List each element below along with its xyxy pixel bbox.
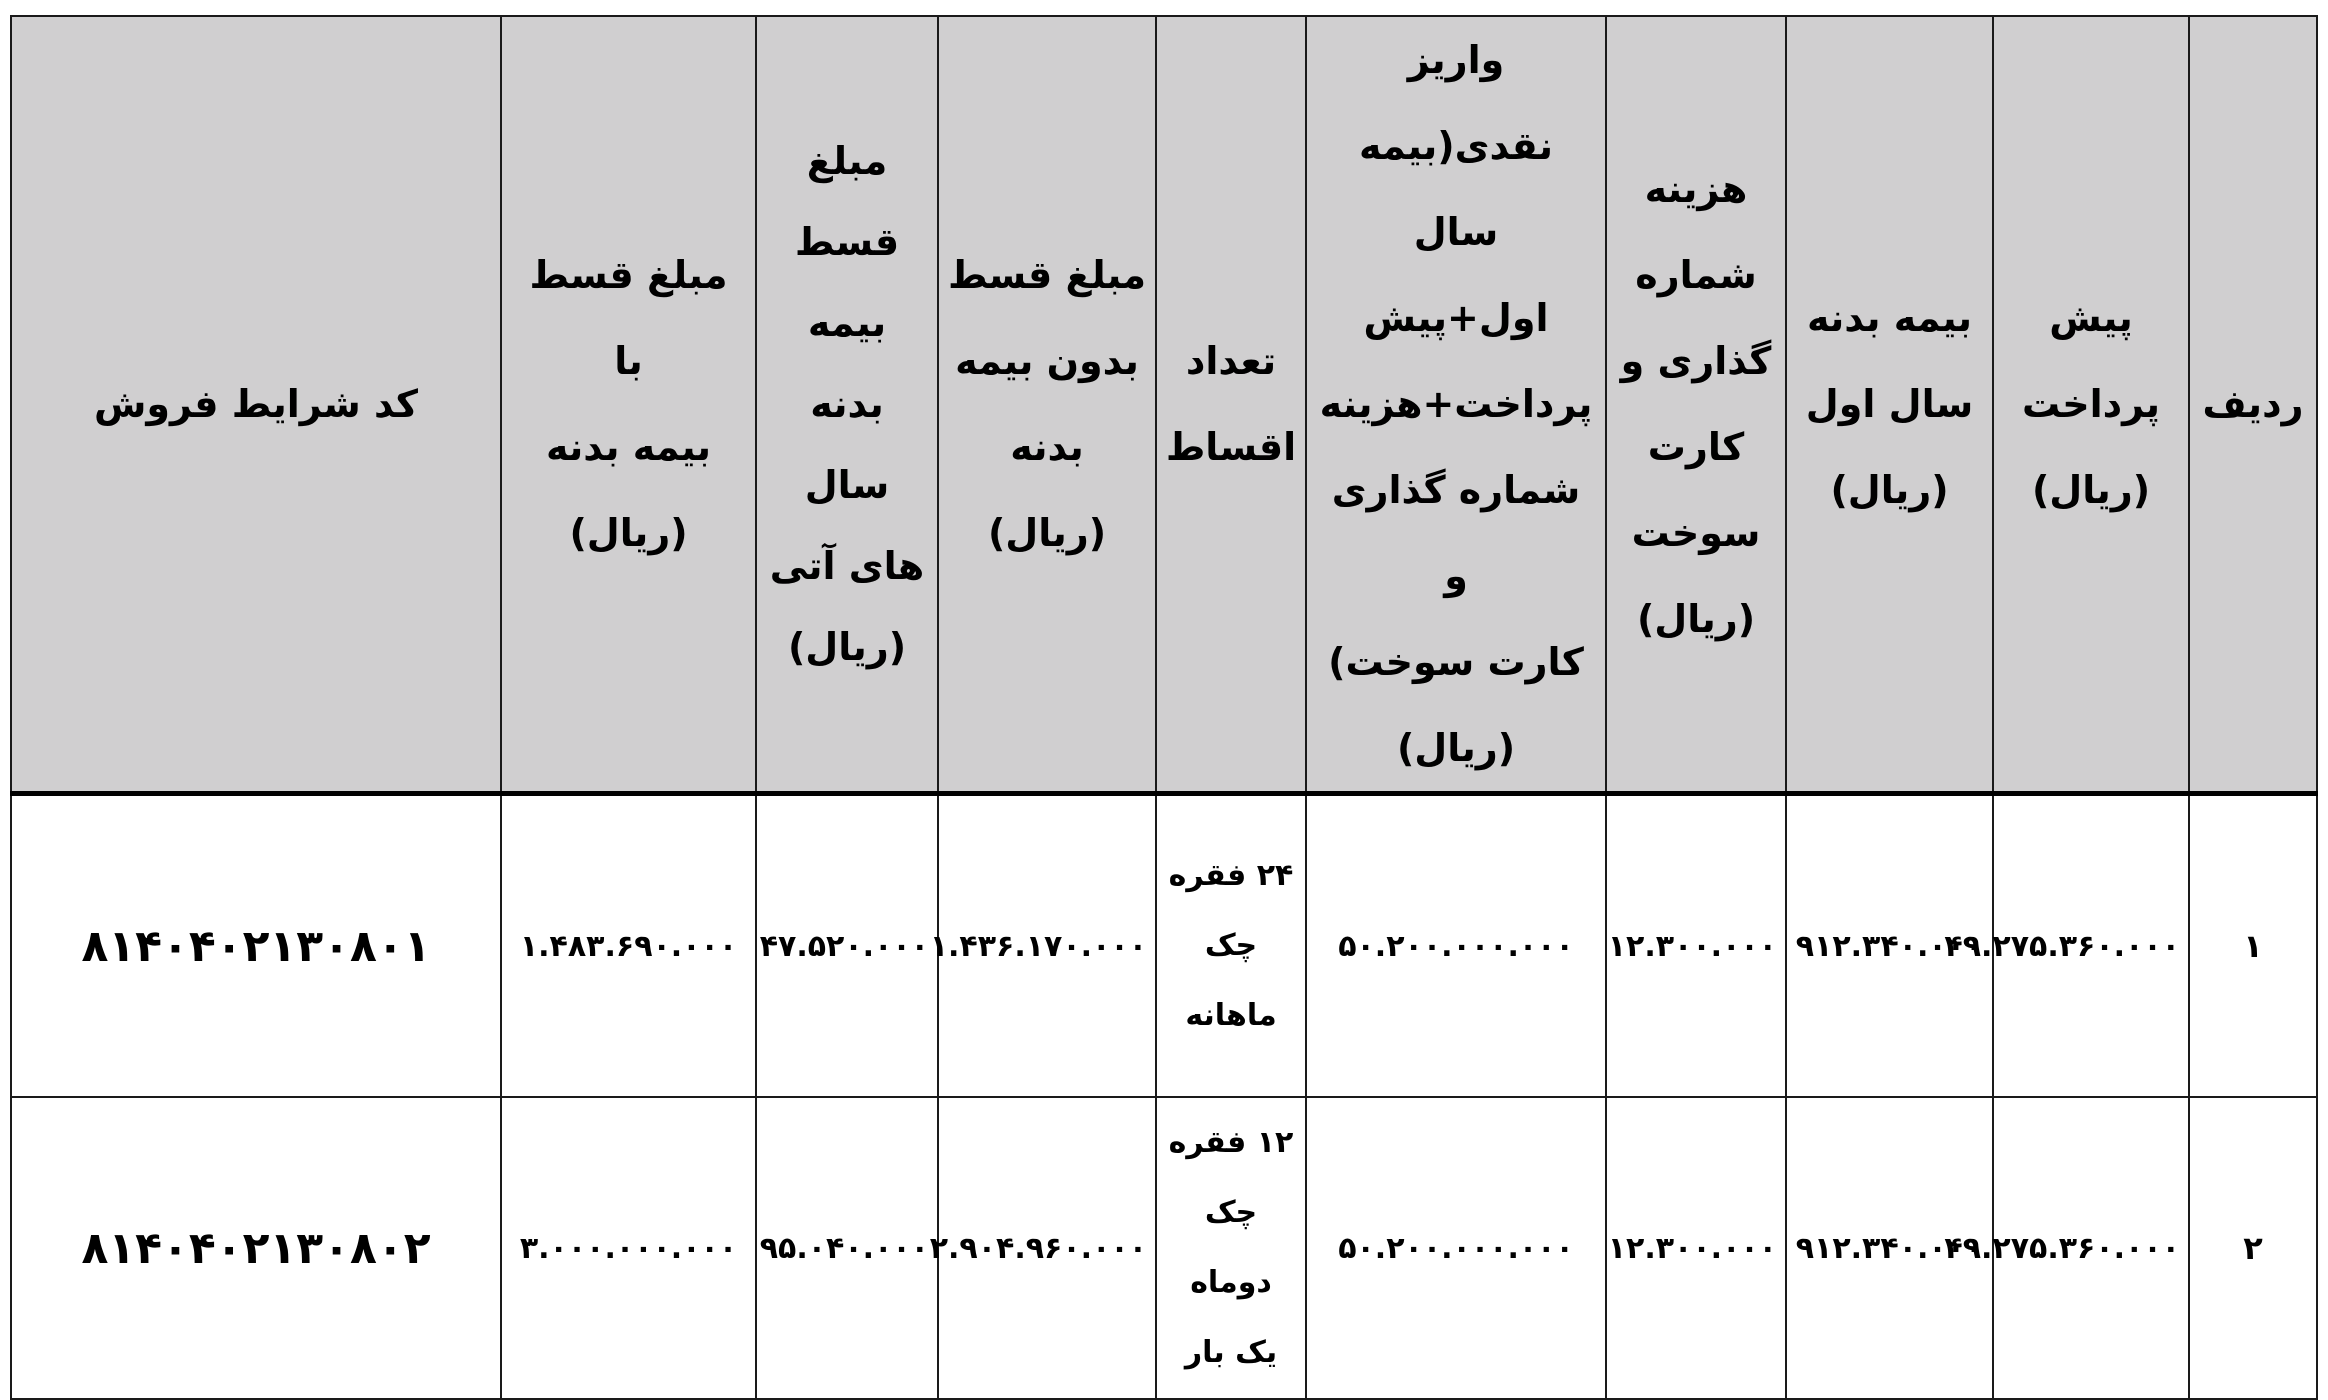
header-cash-deposit: واریز نقدی(بیمه سال اول+پیش پرداخت+هزینه شماره گذاری و کارت سوخت) (ریال) bbox=[1306, 16, 1606, 794]
header-installment-without-insurance: مبلغ قسط بدون بیمه بدنه (ریال) bbox=[938, 16, 1156, 794]
sale-code-value: ۸۱۴۰۴۰۲۱۳۰۸۰۲ bbox=[11, 1097, 501, 1399]
future-insurance-installment-value: ۴۷.۵۲۰.۰۰۰ bbox=[756, 794, 938, 1098]
header-installment-with-insurance: مبلغ قسط با بیمه بدنه (ریال) bbox=[501, 16, 756, 794]
down-payment-value: ۴۹.۲۷۵.۳۶۰.۰۰۰ bbox=[1993, 794, 2189, 1098]
header-first-year-insurance: بیمه بدنه سال اول (ریال) bbox=[1786, 16, 1993, 794]
first-year-insurance-value: ۹۱۲.۳۴۰.۰۰۰ bbox=[1786, 1097, 1993, 1399]
sale-code-value: ۸۱۴۰۴۰۲۱۳۰۸۰۱ bbox=[11, 794, 501, 1098]
first-year-insurance-value: ۹۱۲.۳۴۰.۰۰۰ bbox=[1786, 794, 1993, 1098]
header-future-insurance-installment: مبلغ قسط بیمه بدنه سال های آتی (ریال) bbox=[756, 16, 938, 794]
table-row bbox=[11, 794, 2317, 1098]
header-sale-code: کد شرایط فروش bbox=[11, 16, 501, 794]
header-plate-fuelcard-cost: هزینه شماره گذاری و کارت سوخت (ریال) bbox=[1606, 16, 1786, 794]
header-row-no: ردیف bbox=[2189, 16, 2317, 794]
installment-count-value: ۲۴ فقره چک ماهانه bbox=[1156, 794, 1306, 1098]
sales-conditions-table bbox=[10, 15, 2318, 1400]
table-row bbox=[11, 1097, 2317, 1399]
installment-count-value: ۱۲ فقره چک دوماه یک بار bbox=[1156, 1097, 1306, 1399]
row-number: ۱ bbox=[2189, 794, 2317, 1098]
future-insurance-installment-value: ۹۵.۰۴۰.۰۰۰ bbox=[756, 1097, 938, 1399]
plate-fuelcard-cost-value: ۱۲.۳۰۰.۰۰۰ bbox=[1606, 1097, 1786, 1399]
installment-with-insurance-value: ۳.۰۰۰.۰۰۰.۰۰۰ bbox=[501, 1097, 756, 1399]
header-installment-count: تعداد اقساط bbox=[1156, 16, 1306, 794]
installment-without-insurance-value: ۱.۴۳۶.۱۷۰.۰۰۰ bbox=[938, 794, 1156, 1098]
row-number: ۲ bbox=[2189, 1097, 2317, 1399]
installment-with-insurance-value: ۱.۴۸۳.۶۹۰.۰۰۰ bbox=[501, 794, 756, 1098]
header-row bbox=[11, 16, 2317, 794]
plate-fuelcard-cost-value: ۱۲.۳۰۰.۰۰۰ bbox=[1606, 794, 1786, 1098]
installment-without-insurance-value: ۲.۹۰۴.۹۶۰.۰۰۰ bbox=[938, 1097, 1156, 1399]
cash-deposit-value: ۵۰.۲۰۰.۰۰۰.۰۰۰ bbox=[1306, 1097, 1606, 1399]
down-payment-value: ۴۹.۲۷۵.۳۶۰.۰۰۰ bbox=[1993, 1097, 2189, 1399]
header-down-payment: پیش پرداخت (ریال) bbox=[1993, 16, 2189, 794]
cash-deposit-value: ۵۰.۲۰۰.۰۰۰.۰۰۰ bbox=[1306, 794, 1606, 1098]
